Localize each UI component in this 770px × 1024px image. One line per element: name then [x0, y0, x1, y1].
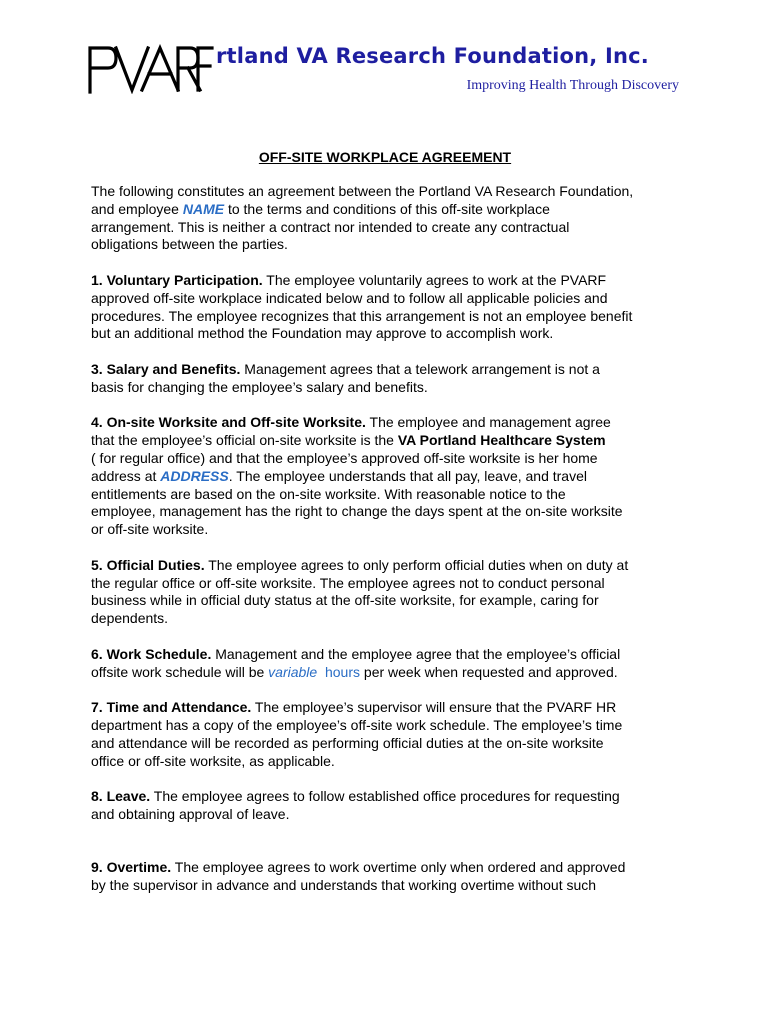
section-salary-benefits: 3. Salary and Benefits. Management agrees that a telework arrangement is not a basis for changing the employee’s salary and benefits.: [91, 360, 600, 395]
employee-name-field[interactable]: NAME: [182, 200, 225, 217]
section-heading: 4. On-site Worksite and Off-site Worksite.: [91, 414, 366, 431]
section-overtime: 9. Overtime. The employee agrees to work overtime only when ordered and approved by the supervisor in advance and understands that working overtime without such: [91, 859, 626, 894]
section-leave: 8. Leave. The employee agrees to follow established office procedures for requesting and obtaining approval of leave.: [91, 788, 620, 822]
section-official-duties: 5. Official Duties. The employee agrees to only perform official duties when on duty at the regular office or off-site worksite. The employee agrees not to conduct personal business while in official duty status at the off-site worksite, for example, caring for dependents.: [91, 556, 629, 627]
section-heading: 5. Official Duties.: [91, 556, 205, 573]
address-field[interactable]: ADDRESS: [160, 467, 229, 484]
section-heading: 7. Time and Attendance.: [91, 699, 252, 716]
section-time-attendance: 7. Time and Attendance. The employee’s supervisor will ensure that the PVARF HR department has a copy of the employee’s off-site work schedule. The employee’s time and attendance will be recorded as performing official duties at the on-site worksite office or off-site worksite, as applicable.: [91, 699, 623, 769]
agreement-body: [91, 183, 691, 895]
section-heading: 6. Work Schedule.: [91, 645, 212, 662]
section-heading: 8. Leave.: [91, 788, 151, 805]
schedule-variable-field[interactable]: variable: [268, 663, 318, 680]
section-heading: 9. Overtime.: [91, 859, 172, 876]
pvarf-logo: [86, 44, 214, 94]
section-work-schedule: 6. Work Schedule. Management and the employee agree that the employee’s official offsite work schedule will be variable hours per week when requested and approved.: [91, 645, 621, 680]
section-voluntary-participation: 1. Voluntary Participation. The employee voluntarily agrees to work at the PVARF approved off-site workplace indicated below and to follow all applicable policies and procedures. The employee recognizes that this arrangement is not an employee benefit but an additional method the Foundation may approve to accomplish work.: [91, 271, 633, 342]
section-worksite: 4. On-site Worksite and Off-site Worksite. The employee and management agree that the employee’s official on-site worksite is the VA Portland Healthcare System ( for regular office) and that the employee’s approved off-site worksite is her home address at ADDRESS. The employee understands that all pay, leave, and travel entitlements are based on the on-site worksite. With reasonable notice to the employee, management has the right to change the days spent at the on-site worksite or off-site worksite.: [91, 414, 623, 538]
organization-name: rtland VA Research Foundation, Inc.: [216, 44, 649, 68]
schedule-hours-field[interactable]: hours: [324, 663, 361, 680]
document-title: OFF-SITE WORKPLACE AGREEMENT: [258, 149, 512, 165]
section-heading: 1. Voluntary Participation.: [91, 271, 263, 288]
intro-paragraph: The following constitutes an agreement between the Portland VA Research Foundation, and employee NAME to the terms and conditions of this off-site workplace arrangement. This is neither a contract nor intended to create any contractual obligations between the parties.: [91, 183, 634, 253]
section-heading: 3. Salary and Benefits.: [91, 360, 241, 377]
tagline: Improving Health Through Discovery: [466, 78, 679, 93]
